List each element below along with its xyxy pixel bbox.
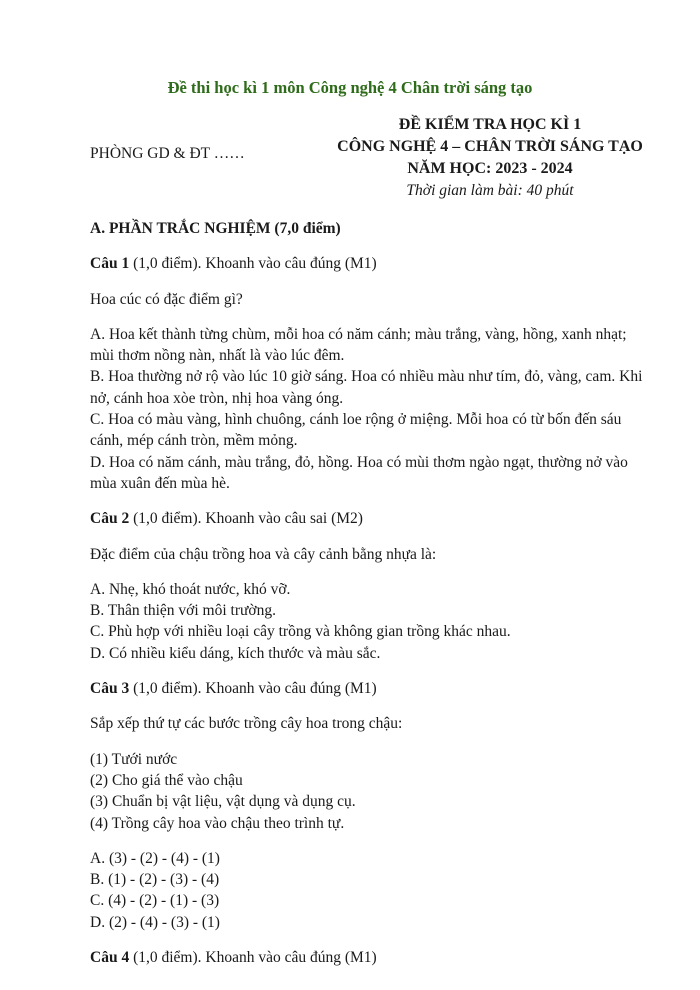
question-1-prompt: Hoa cúc có đặc điểm gì? <box>90 290 243 308</box>
question-4-heading <box>90 947 650 968</box>
question-1-heading <box>90 253 650 274</box>
exam-subject: CÔNG NGHỆ 4 – CHÂN TRỜI SÁNG TẠO <box>337 138 643 155</box>
school-year: NĂM HỌC: 2023 - 2024 <box>407 160 573 177</box>
question-label: Câu 2 <box>90 510 130 528</box>
question-1-option-c: C. Hoa có màu vàng, hình chuông, cánh loe rộng ở miệng. Mỗi hoa có từ bốn đến sáu cánh, mép cánh tròn, mềm mỏng. <box>90 411 622 450</box>
exam-header <box>330 114 650 202</box>
question-3-option-d: D. (2) - (4) - (3) - (1) <box>90 913 220 931</box>
question-3-step-2: (2) Cho giá thể vào chậu <box>90 771 243 789</box>
question-1-option-d: D. Hoa có năm cánh, màu trắng, đỏ, hồng. Hoa có mùi thơm ngào ngạt, thường nở vào mùa xuân đến mùa hè. <box>90 453 628 492</box>
question-3-option-b: B. (1) - (2) - (3) - (4) <box>90 871 220 889</box>
question-instruction: (1,0 điểm). Khoanh vào câu sai (M2) <box>129 510 363 528</box>
question-label: Câu 3 <box>90 680 130 698</box>
section-a-heading: A. PHẦN TRẮC NGHIỆM (7,0 điểm) <box>90 220 341 237</box>
question-2-option-b: B. Thân thiện với môi trường. <box>90 602 276 620</box>
question-3-option-c: C. (4) - (2) - (1) - (3) <box>90 892 220 910</box>
exam-name: ĐỀ KIỂM TRA HỌC KÌ 1 <box>398 116 582 133</box>
question-2-heading <box>90 508 650 529</box>
question-1-option-b: B. Hoa thường nở rộ vào lúc 10 giờ sáng. Hoa có nhiều màu như tím, đỏ, vàng, cam. Khi nở, cánh hoa xòe tròn, nhị hoa vàng óng. <box>90 368 643 407</box>
time-limit: Thời gian làm bài: 40 phút <box>406 182 574 199</box>
document-title: Đề thi học kì 1 môn Công nghệ 4 Chân trời sáng tạo <box>167 78 533 97</box>
question-instruction: (1,0 điểm). Khoanh vào câu đúng (M1) <box>129 949 377 967</box>
question-3-option-a: A. (3) - (2) - (4) - (1) <box>90 849 220 867</box>
question-instruction: (1,0 điểm). Khoanh vào câu đúng (M1) <box>129 680 377 698</box>
question-2-option-c: C. Phù hợp với nhiều loại cây trồng và không gian trồng khác nhau. <box>90 623 511 641</box>
question-instruction: (1,0 điểm). Khoanh vào câu đúng (M1) <box>129 255 377 273</box>
question-3-step-3: (3) Chuẩn bị vật liệu, vật dụng và dụng cụ. <box>90 793 356 811</box>
question-1-option-a: A. Hoa kết thành từng chùm, mỗi hoa có năm cánh; màu trắng, vàng, hồng, xanh nhạt; mùi thơm nồng nàn, nhất là vào lúc đêm. <box>90 325 627 365</box>
department-label: PHÒNG GD & ĐT …… <box>90 145 245 162</box>
question-label: Câu 1 <box>90 255 130 273</box>
question-2-prompt: Đặc điểm của chậu trồng hoa và cây cảnh bằng nhựa là: <box>90 545 437 563</box>
question-3-step-4: (4) Trồng cây hoa vào chậu theo trình tự. <box>90 814 345 832</box>
exam-content <box>90 218 650 968</box>
question-2-option-d: D. Có nhiều kiểu dáng, kích thước và màu sắc. <box>90 644 381 662</box>
question-3-heading <box>90 678 650 699</box>
question-label: Câu 4 <box>90 949 130 967</box>
question-3-prompt: Sắp xếp thứ tự các bước trồng cây hoa trong chậu: <box>90 715 403 733</box>
question-2-option-a: A. Nhẹ, khó thoát nước, khó vỡ. <box>90 580 291 598</box>
question-3-step-1: (1) Tưới nước <box>90 750 178 768</box>
